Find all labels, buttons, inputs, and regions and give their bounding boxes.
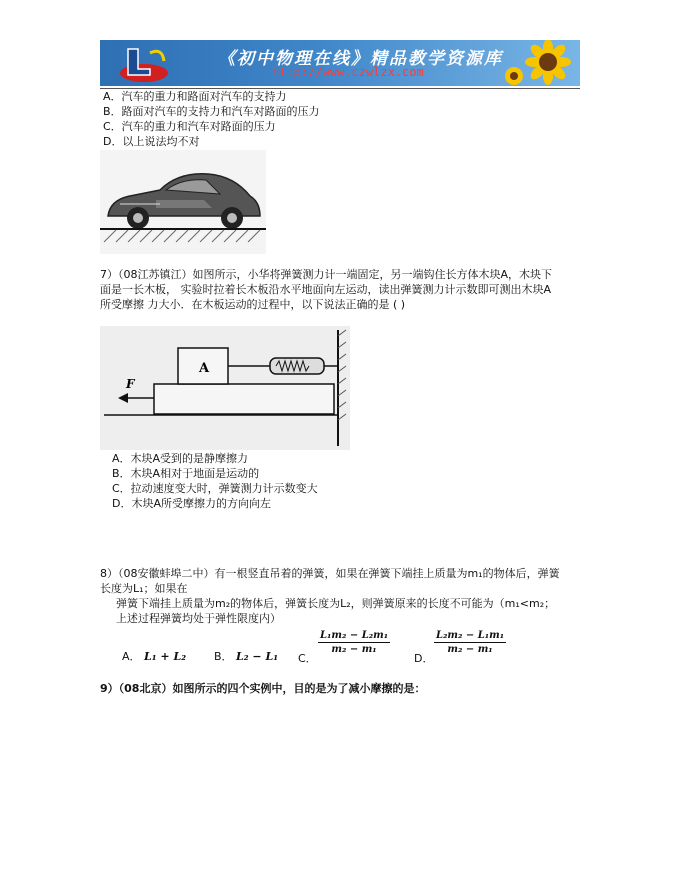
- car-figure: [100, 150, 266, 254]
- q6-option-b: B．路面对汽车的支持力和汽车对路面的压力: [103, 105, 320, 118]
- q7-option-d: D．木块A所受摩擦力的方向向左: [112, 497, 271, 510]
- q8-stem-line-4: 上述过程弹簧均处于弹性限度内）: [116, 612, 281, 625]
- q8-stem-line-3: 弹簧下端挂上质量为m₂的物体后，弹簧长度为L₂，则弹簧原来的长度不可能为（m₁<m₂；: [116, 597, 556, 610]
- q8-option-a-label: A．: [122, 650, 141, 663]
- site-title: 《初中物理在线》精品教学资源库: [218, 49, 503, 69]
- q8-option-d-denominator: m₂ − m₁: [447, 644, 493, 655]
- block-a-label: A: [199, 361, 210, 376]
- q8-option-b-expr: L₂ − L₁: [236, 650, 279, 663]
- q7-stem-line-2: 面是一长木板， 实验时拉着长木板沿水平地面向左运动，读出弹簧测力计示数即可测出木块A: [100, 283, 552, 296]
- q8-option-a: [122, 650, 186, 664]
- q6-option-d: D．以上说法均不对: [103, 135, 200, 148]
- q8-option-d-numerator: L₂m₂ − L₁m₁: [436, 630, 505, 641]
- q8-stem-line-2: 长度为L₁；如果在: [100, 582, 188, 595]
- spring-scale-figure: [100, 326, 350, 450]
- q8-option-b: [214, 650, 278, 664]
- q9-stem: 9）（08北京）如图所示的四个实例中，目的是为了减小摩擦的是：: [100, 682, 426, 695]
- header-banner: [100, 40, 580, 86]
- q6-option-a: A．汽车的重力和路面对汽车的支持力: [103, 90, 287, 103]
- q8-option-c-numerator: L₁m₂ − L₂m₁: [320, 630, 389, 641]
- q8-option-c-fraction: [318, 630, 390, 655]
- q7-stem-line-1: 7）（08江苏镇江）如图所示，小华将弹簧测力计一端固定，另一端钩住长方体木块A，木块下: [100, 268, 553, 281]
- q8-option-a-expr: L₁ + L₂: [144, 650, 187, 663]
- q7-option-c: C．拉动速度变大时，弹簧测力计示数变大: [112, 482, 318, 495]
- q8-option-d-label: D．: [414, 652, 434, 665]
- q7-option-b: B．木块A相对于地面是运动的: [112, 467, 260, 480]
- q8-option-d-fraction: [434, 630, 506, 655]
- q8-stem-line-1: 8）（08安徽蚌埠二中）有一根竖直吊着的弹簧，如果在弹簧下端挂上质量为m₁的物体后，弹簧: [100, 567, 560, 580]
- site-logo-icon: [118, 43, 174, 85]
- site-url[interactable]: http://www.czwlzx.com: [272, 65, 424, 79]
- sunflower-icon: [500, 40, 580, 86]
- q7-stem-line-3: 所受摩擦 力大小．在木板运动的过程中，以下说法正确的是 ( ): [100, 298, 406, 311]
- q8-option-c-label: C．: [298, 652, 317, 665]
- force-f-label: F: [126, 377, 135, 391]
- header-divider: [100, 88, 580, 89]
- q8-option-c-denominator: m₂ − m₁: [331, 644, 377, 655]
- q6-option-c: C．汽车的重力和汽车对路面的压力: [103, 120, 276, 133]
- q7-option-a: A．木块A受到的是静摩擦力: [112, 452, 249, 465]
- q8-option-b-label: B．: [214, 650, 233, 663]
